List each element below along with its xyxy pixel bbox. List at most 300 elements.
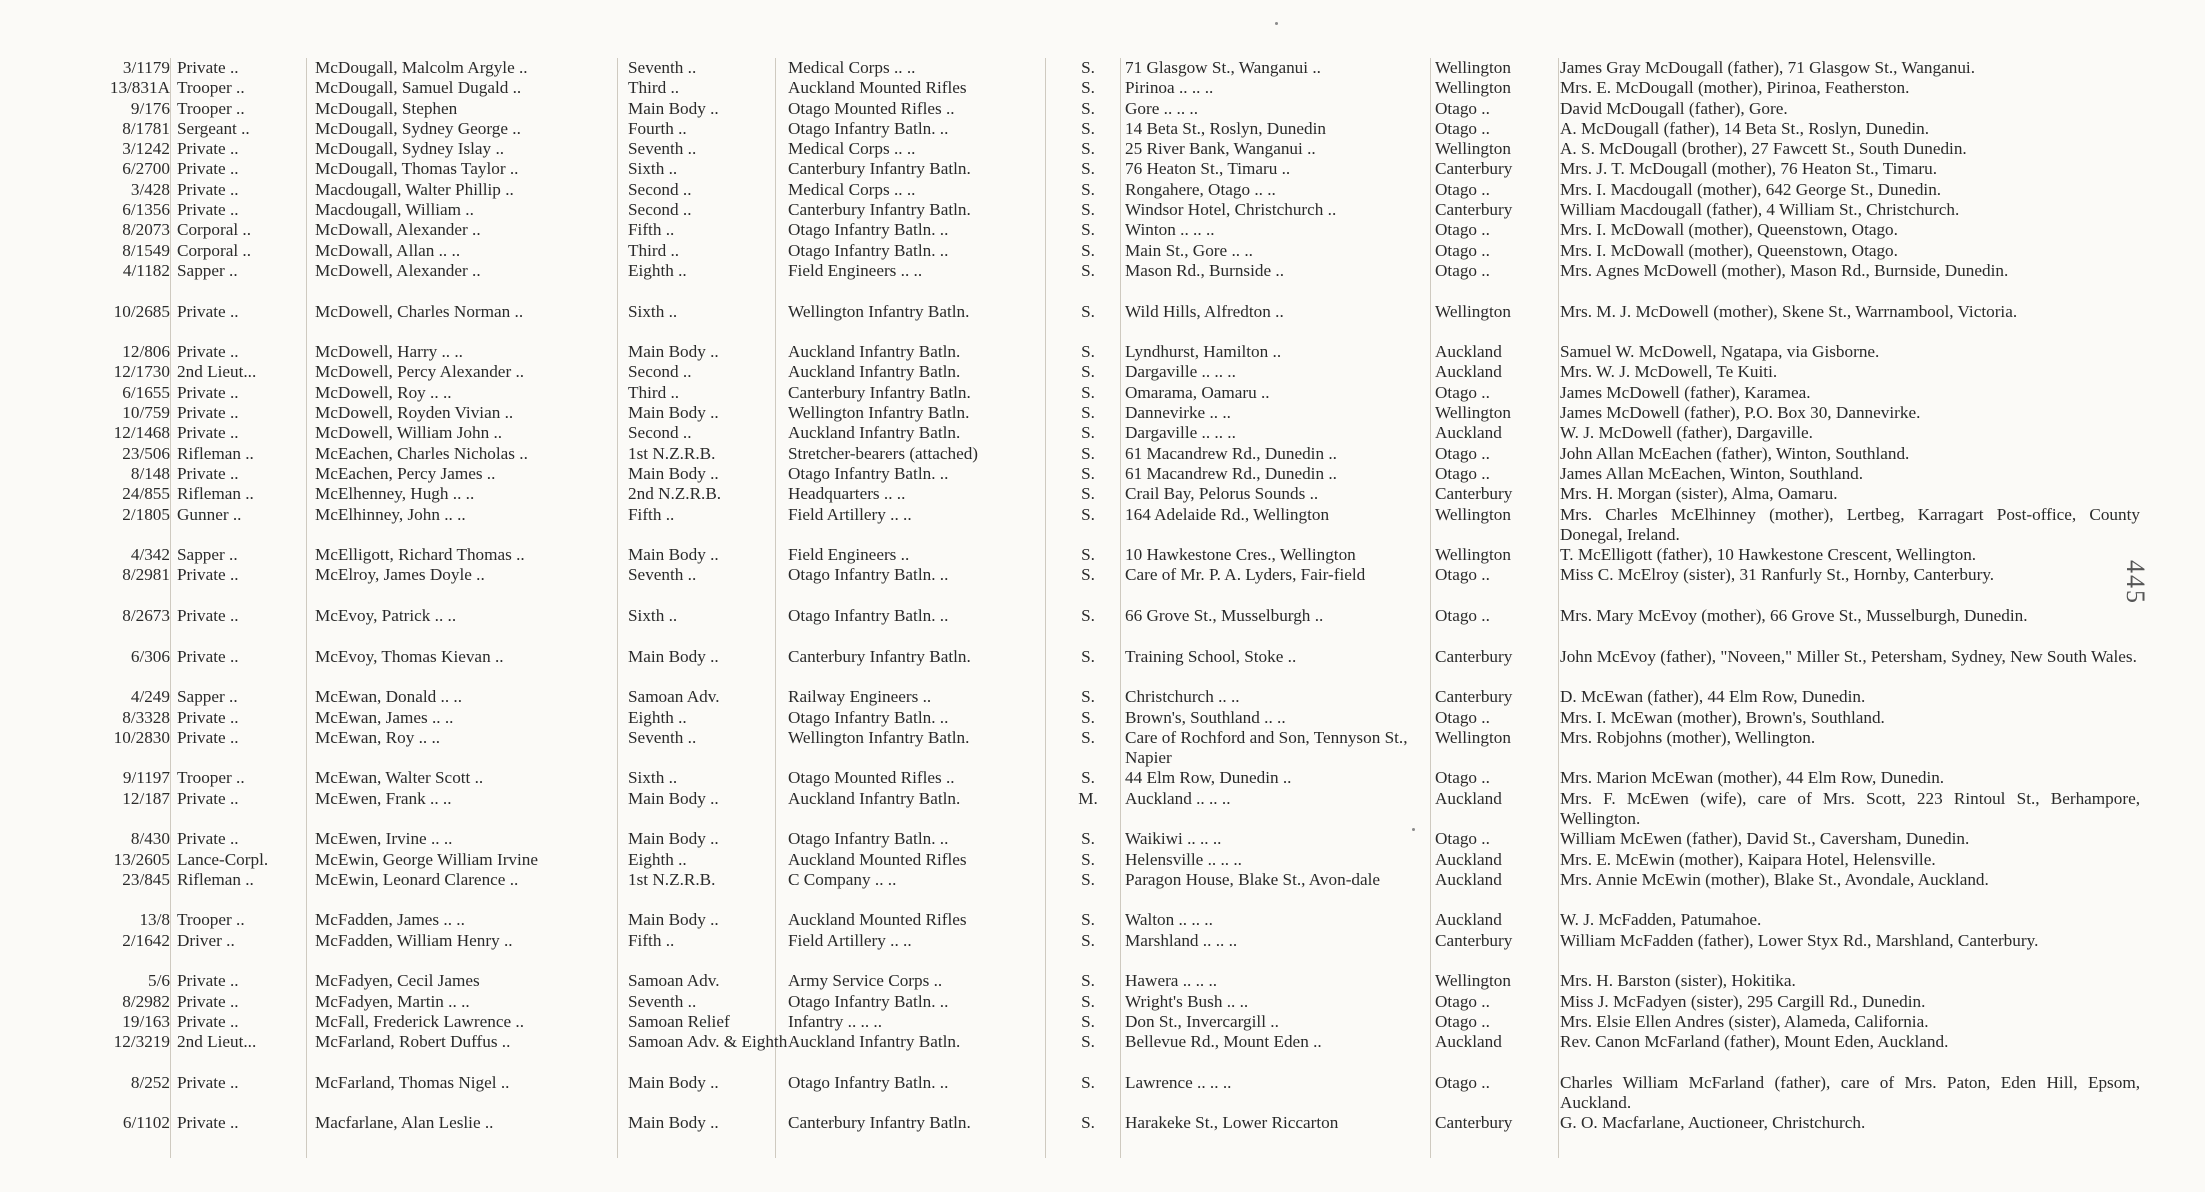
table-row — [60, 403, 2140, 423]
marital-status: S. — [1081, 200, 1095, 220]
next-of-kin: Mrs. Robjohns (mother), Wellington. — [1560, 727, 1816, 747]
table-row — [60, 241, 2140, 261]
page-number: 445 — [2121, 560, 2150, 605]
service-number: 12/3219 — [113, 1032, 170, 1052]
service-number: 8/1549 — [122, 240, 170, 260]
district: Wellington — [1435, 403, 1511, 423]
marital-status: S. — [1081, 687, 1095, 707]
last-address: Wright's Bush .. .. — [1125, 991, 1249, 1011]
draft: Seventh .. — [628, 58, 697, 77]
unit-corps: Army Service Corps .. — [788, 971, 943, 991]
draft: Seventh .. — [628, 139, 697, 159]
next-of-kin: Charles William McFarland (father), care of Mrs. Paton, Eden Hill, Epsom, Auckland. — [1560, 1072, 2140, 1113]
last-address: Care of Rochford and Son, Tennyson St., Napier — [1125, 727, 1408, 768]
table-row — [60, 931, 2140, 972]
last-address: 61 Macandrew Rd., Dunedin .. — [1125, 443, 1337, 463]
draft: 1st N.Z.R.B. — [628, 869, 716, 889]
table-row — [60, 261, 2140, 302]
table-row — [60, 383, 2140, 403]
table-row — [60, 687, 2140, 707]
service-number: 8/2673 — [122, 606, 170, 626]
marital-status: S. — [1081, 403, 1095, 423]
last-address: 76 Heaton St., Timaru .. — [1125, 159, 1291, 179]
last-address: Waikiwi .. .. .. — [1125, 829, 1222, 849]
unit-corps: Otago Infantry Batln. .. — [788, 991, 949, 1011]
service-number: 19/163 — [122, 1011, 170, 1031]
last-address: Dannevirke .. .. — [1125, 403, 1231, 423]
service-number: 8/148 — [130, 463, 170, 483]
rank: Lance-Corpl. — [177, 849, 269, 869]
unit-corps: Auckland Infantry Batln. — [788, 423, 961, 443]
marital-status: S. — [1081, 118, 1095, 138]
next-of-kin: David McDougall (father), Gore. — [1560, 98, 1788, 118]
last-address: Paragon House, Blake St., Avon-dale — [1125, 869, 1381, 889]
unit-corps: Infantry .. .. .. — [788, 1011, 883, 1031]
last-address: Care of Mr. P. A. Lyders, Fair-field — [1125, 565, 1366, 585]
district: Wellington — [1435, 504, 1511, 524]
marital-status: S. — [1081, 606, 1095, 626]
last-address: 71 Glasgow St., Wanganui .. — [1125, 58, 1321, 77]
rank: Rifleman .. — [177, 443, 254, 463]
rank: Private .. — [177, 971, 239, 991]
unit-corps: Otago Infantry Batln. .. — [788, 1072, 949, 1092]
next-of-kin: William McEwen (father), David St., Caversham, Dunedin. — [1560, 829, 1970, 849]
soldier-name: McDowall, Alexander .. — [315, 220, 481, 240]
rank: Private .. — [177, 179, 239, 199]
district: Otago .. — [1435, 98, 1490, 118]
soldier-name: McEvoy, Patrick .. .. — [315, 606, 457, 626]
draft: Sixth .. — [628, 159, 678, 179]
table-row — [60, 606, 2140, 647]
last-address: Dargaville .. .. .. — [1125, 423, 1236, 443]
table-row — [60, 1032, 2140, 1073]
last-address: Bellevue Rd., Mount Eden .. — [1125, 1032, 1322, 1052]
rank: Rifleman .. — [177, 869, 254, 889]
soldier-name: McEwin, George William Irvine — [315, 849, 539, 869]
rank: Private .. — [177, 991, 239, 1011]
next-of-kin: T. McElligott (father), 10 Hawkestone Crescent, Wellington. — [1560, 545, 1977, 565]
next-of-kin: William Macdougall (father), 4 William St., Christchurch. — [1560, 200, 1960, 220]
unit-corps: Canterbury Infantry Batln. — [788, 200, 971, 220]
soldier-name: McDougall, Stephen — [315, 98, 458, 118]
next-of-kin: Rev. Canon McFarland (father), Mount Eden, Auckland. — [1560, 1032, 1949, 1052]
service-number: 2/1805 — [122, 504, 170, 524]
soldier-name: McDowell, Harry .. .. — [315, 342, 463, 362]
table-row — [60, 362, 2140, 382]
marital-status: S. — [1081, 463, 1095, 483]
table-row — [60, 484, 2140, 504]
marital-status: S. — [1081, 98, 1095, 118]
unit-corps: Auckland Mounted Rifles — [788, 78, 967, 98]
marital-status: S. — [1081, 342, 1095, 362]
unit-corps: Medical Corps .. .. — [788, 179, 916, 199]
district: Wellington — [1435, 727, 1511, 747]
service-number: 13/2605 — [113, 849, 170, 869]
next-of-kin: Mrs. Mary McEvoy (mother), 66 Grove St., Musselburgh, Dunedin. — [1560, 606, 2028, 626]
next-of-kin: A. McDougall (father), 14 Beta St., Roslyn, Dunedin. — [1560, 118, 1929, 138]
next-of-kin: Miss J. McFadyen (sister), 295 Cargill Rd., Dunedin. — [1560, 991, 1926, 1011]
unit-corps: Canterbury Infantry Batln. — [788, 1113, 971, 1133]
last-address: Omarama, Oamaru .. — [1125, 382, 1270, 402]
district: Canterbury — [1435, 484, 1513, 504]
service-number: 6/1356 — [122, 200, 170, 220]
table-row — [60, 119, 2140, 139]
rank: Sapper .. — [177, 687, 238, 707]
district: Canterbury — [1435, 1113, 1513, 1133]
draft: Samoan Relief — [628, 1011, 730, 1031]
district: Otago .. — [1435, 260, 1490, 280]
table-row — [60, 768, 2140, 788]
marital-status: S. — [1081, 78, 1095, 98]
next-of-kin: Mrs. I. Macdougall (mother), 642 George St., Dunedin. — [1560, 179, 1942, 199]
rank: Private .. — [177, 606, 239, 626]
marital-status: S. — [1081, 504, 1095, 524]
district: Otago .. — [1435, 606, 1490, 626]
draft: Fifth .. — [628, 504, 675, 524]
marital-status: M. — [1078, 788, 1098, 808]
marital-status: S. — [1081, 1113, 1095, 1133]
unit-corps: Field Artillery .. .. — [788, 930, 912, 950]
marital-status: S. — [1081, 971, 1095, 991]
rank: Private .. — [177, 707, 239, 727]
rank: 2nd Lieut... — [177, 362, 257, 382]
soldier-name: McEachen, Charles Nicholas .. — [315, 443, 528, 463]
soldier-name: McFarland, Thomas Nigel .. — [315, 1072, 510, 1092]
next-of-kin: Mrs. M. J. McDowell (mother), Skene St., Warrnambool, Victoria. — [1560, 301, 2018, 321]
service-number: 6/1102 — [122, 1113, 170, 1133]
rank: Private .. — [177, 58, 239, 77]
district: Otago .. — [1435, 1072, 1490, 1092]
draft: Main Body .. — [628, 545, 719, 565]
rank: Private .. — [177, 727, 239, 747]
next-of-kin: James Allan McEachen, Winton, Southland. — [1560, 463, 1864, 483]
soldier-name: McFadden, James .. .. — [315, 910, 465, 930]
service-number: 6/306 — [130, 646, 170, 666]
soldier-name: McFall, Frederick Lawrence .. — [315, 1011, 525, 1031]
service-number: 23/845 — [122, 869, 170, 889]
draft: Third .. — [628, 382, 680, 402]
last-address: 10 Hawkestone Cres., Wellington — [1125, 545, 1356, 565]
next-of-kin: Mrs. W. J. McDowell, Te Kuiti. — [1560, 362, 1778, 382]
next-of-kin: Mrs. H. Morgan (sister), Alma, Oamaru. — [1560, 484, 1838, 504]
table-row — [60, 829, 2140, 849]
next-of-kin: D. McEwan (father), 44 Elm Row, Dunedin. — [1560, 687, 1866, 707]
rank: Trooper .. — [177, 78, 245, 98]
rank: Sergeant .. — [177, 118, 250, 138]
last-address: Main St., Gore .. .. — [1125, 240, 1253, 260]
rank: Gunner .. — [177, 504, 242, 524]
table-row — [60, 200, 2140, 220]
rank: 2nd Lieut... — [177, 1032, 257, 1052]
service-number: 3/1179 — [122, 58, 170, 77]
soldier-name: McDowell, Percy Alexander .. — [315, 362, 525, 382]
draft: Second .. — [628, 423, 692, 443]
draft: Main Body .. — [628, 910, 719, 930]
table-row — [60, 78, 2140, 98]
district: Otago .. — [1435, 768, 1490, 788]
soldier-name: Macfarlane, Alan Leslie .. — [315, 1113, 494, 1133]
unit-corps: Auckland Infantry Batln. — [788, 362, 961, 382]
soldier-name: McElhenney, Hugh .. .. — [315, 484, 475, 504]
last-address: Rongahere, Otago .. .. — [1125, 179, 1276, 199]
rank: Private .. — [177, 829, 239, 849]
unit-corps: Stretcher-bearers (attached) — [788, 443, 979, 463]
rank: Trooper .. — [177, 98, 245, 118]
rank: Private .. — [177, 403, 239, 423]
rank: Sapper .. — [177, 260, 238, 280]
service-number: 8/2982 — [122, 991, 170, 1011]
rank: Driver .. — [177, 930, 235, 950]
last-address: Lawrence .. .. .. — [1125, 1072, 1232, 1092]
rank: Private .. — [177, 1113, 239, 1133]
draft: Second .. — [628, 362, 692, 382]
last-address: Hawera .. .. .. — [1125, 971, 1218, 991]
district: Otago .. — [1435, 118, 1490, 138]
draft: Third .. — [628, 240, 680, 260]
next-of-kin: Mrs. Charles McElhinney (mother), Lertbeg, Karragart Post-office, County Donegal, Ireland. — [1560, 504, 2140, 544]
unit-corps: Otago Infantry Batln. .. — [788, 707, 949, 727]
draft: Sixth .. — [628, 606, 678, 626]
last-address: Training School, Stoke .. — [1125, 646, 1297, 666]
soldier-name: McDowall, Allan .. .. — [315, 240, 461, 260]
district: Canterbury — [1435, 646, 1513, 666]
table-row — [60, 58, 2140, 78]
next-of-kin: Mrs. F. McEwen (wife), care of Mrs. Scott, 223 Rintoul St., Berhampore, Wellington. — [1560, 788, 2140, 828]
last-address: Pirinoa .. .. .. — [1125, 78, 1214, 98]
soldier-name: McEwan, James .. .. — [315, 707, 454, 727]
service-number: 8/252 — [130, 1072, 170, 1092]
table-row — [60, 992, 2140, 1012]
last-address: Don St., Invercargill .. — [1125, 1011, 1279, 1031]
soldier-name: Macdougall, Walter Phillip .. — [315, 179, 514, 199]
district: Auckland — [1435, 869, 1502, 889]
draft: Seventh .. — [628, 565, 697, 585]
district: Auckland — [1435, 788, 1502, 808]
soldier-name: McFadyen, Cecil James — [315, 971, 480, 991]
unit-corps: Auckland Infantry Batln. — [788, 342, 961, 362]
last-address: 164 Adelaide Rd., Wellington — [1125, 504, 1330, 524]
marital-status: S. — [1081, 179, 1095, 199]
soldier-name: McElhinney, John .. .. — [315, 504, 466, 524]
unit-corps: Otago Infantry Batln. .. — [788, 829, 949, 849]
table-row — [60, 565, 2140, 606]
last-address: Windsor Hotel, Christchurch .. — [1125, 200, 1337, 220]
table-row — [60, 789, 2140, 830]
service-number: 13/831A — [109, 78, 170, 98]
rank: Sapper .. — [177, 545, 238, 565]
marital-status: S. — [1081, 991, 1095, 1011]
service-number: 5/6 — [148, 971, 170, 991]
service-number: 8/2981 — [122, 565, 170, 585]
last-address: Walton .. .. .. — [1125, 910, 1213, 930]
last-address: 44 Elm Row, Dunedin .. — [1125, 768, 1292, 788]
marital-status: S. — [1081, 768, 1095, 788]
marital-status: S. — [1081, 240, 1095, 260]
district: Otago .. — [1435, 707, 1490, 727]
last-address: Gore .. .. .. — [1125, 98, 1199, 118]
soldier-name: McDowell, Roy .. .. — [315, 382, 452, 402]
service-number: 6/1655 — [122, 382, 170, 402]
district: Otago .. — [1435, 1011, 1490, 1031]
last-address: Brown's, Southland .. .. — [1125, 707, 1286, 727]
table-row — [60, 728, 2140, 769]
service-number: 12/1730 — [113, 362, 170, 382]
unit-corps: Canterbury Infantry Batln. — [788, 382, 971, 402]
marital-status: S. — [1081, 646, 1095, 666]
draft: Main Body .. — [628, 463, 719, 483]
next-of-kin: Mrs. Annie McEwin (mother), Blake St., Avondale, Auckland. — [1560, 869, 1989, 889]
rank: Private .. — [177, 788, 239, 808]
last-address: Auckland .. .. .. — [1125, 788, 1231, 808]
rank: Private .. — [177, 1011, 239, 1031]
table-row — [60, 342, 2140, 362]
draft: Samoan Adv. & Eighth — [628, 1032, 788, 1052]
soldier-name: McDowell, Alexander .. — [315, 260, 481, 280]
marital-status: S. — [1081, 727, 1095, 747]
marital-status: S. — [1081, 220, 1095, 240]
table-row — [60, 870, 2140, 911]
draft: Samoan Adv. — [628, 971, 720, 991]
marital-status: S. — [1081, 159, 1095, 179]
service-number: 8/3328 — [122, 707, 170, 727]
table-row — [60, 971, 2140, 991]
draft: Main Body .. — [628, 1072, 719, 1092]
paper-speck — [1275, 22, 1278, 25]
district: Otago .. — [1435, 829, 1490, 849]
marital-status: S. — [1081, 382, 1095, 402]
table-row — [60, 708, 2140, 728]
table-row — [60, 464, 2140, 484]
marital-status: S. — [1081, 484, 1095, 504]
service-number: 4/1182 — [122, 260, 170, 280]
unit-corps: C Company .. .. — [788, 869, 897, 889]
district: Auckland — [1435, 1032, 1502, 1052]
rank: Private .. — [177, 301, 239, 321]
draft: Main Body .. — [628, 98, 719, 118]
table-row — [60, 99, 2140, 119]
service-number: 3/1242 — [122, 139, 170, 159]
rank: Private .. — [177, 382, 239, 402]
next-of-kin: Mrs. I. McEwan (mother), Brown's, Southland. — [1560, 707, 1885, 727]
district: Otago .. — [1435, 565, 1490, 585]
last-address: 61 Macandrew Rd., Dunedin .. — [1125, 463, 1337, 483]
unit-corps: Wellington Infantry Batln. — [788, 301, 970, 321]
next-of-kin: Mrs. E. McDougall (mother), Pirinoa, Featherston. — [1560, 78, 1910, 98]
marital-status: S. — [1081, 910, 1095, 930]
unit-corps: Auckland Mounted Rifles — [788, 849, 967, 869]
next-of-kin: Mrs. Agnes McDowell (mother), Mason Rd., Burnside, Dunedin. — [1560, 260, 2009, 280]
service-number: 2/1642 — [122, 930, 170, 950]
next-of-kin: Mrs. I. McDowall (mother), Queenstown, Otago. — [1560, 220, 1898, 240]
last-address: Harakeke St., Lower Riccarton — [1125, 1113, 1339, 1133]
last-address: 66 Grove St., Musselburgh .. — [1125, 606, 1324, 626]
rank: Private .. — [177, 1072, 239, 1092]
district: Canterbury — [1435, 687, 1513, 707]
service-number: 9/1197 — [122, 768, 170, 788]
service-number: 8/2073 — [122, 220, 170, 240]
marital-status: S. — [1081, 423, 1095, 443]
rank: Trooper .. — [177, 910, 245, 930]
next-of-kin: James Gray McDougall (father), 71 Glasgow St., Wanganui. — [1560, 58, 1975, 77]
marital-status: S. — [1081, 1011, 1095, 1031]
soldier-name: McEvoy, Thomas Kievan .. — [315, 646, 504, 666]
rank: Corporal .. — [177, 240, 251, 260]
district: Wellington — [1435, 301, 1511, 321]
unit-corps: Railway Engineers .. — [788, 687, 932, 707]
district: Otago .. — [1435, 240, 1490, 260]
table-row — [60, 647, 2140, 688]
rank: Private .. — [177, 200, 239, 220]
unit-corps: Wellington Infantry Batln. — [788, 403, 970, 423]
unit-corps: Field Engineers .. — [788, 545, 910, 565]
district: Wellington — [1435, 58, 1511, 77]
district: Otago .. — [1435, 463, 1490, 483]
soldier-name: McDougall, Thomas Taylor .. — [315, 159, 519, 179]
draft: Main Body .. — [628, 646, 719, 666]
service-number: 9/176 — [130, 98, 170, 118]
soldier-name: McElroy, James Doyle .. — [315, 565, 485, 585]
next-of-kin: Samuel W. McDowell, Ngatapa, via Gisborne. — [1560, 342, 1880, 362]
last-address: Christchurch .. .. — [1125, 687, 1240, 707]
draft: Main Body .. — [628, 788, 719, 808]
draft: Sixth .. — [628, 768, 678, 788]
last-address: 25 River Bank, Wanganui .. — [1125, 139, 1316, 159]
table-row — [60, 139, 2140, 159]
unit-corps: Headquarters .. .. — [788, 484, 906, 504]
district: Auckland — [1435, 910, 1502, 930]
last-address: Lyndhurst, Hamilton .. — [1125, 342, 1282, 362]
table-row — [60, 910, 2140, 930]
next-of-kin: John Allan McEachen (father), Winton, Southland. — [1560, 443, 1910, 463]
table-row — [60, 159, 2140, 179]
next-of-kin: Mrs. H. Barston (sister), Hokitika. — [1560, 971, 1796, 991]
unit-corps: Otago Infantry Batln. .. — [788, 565, 949, 585]
last-address: Helensville .. .. .. — [1125, 849, 1242, 869]
marital-status: S. — [1081, 1072, 1095, 1092]
unit-corps: Otago Infantry Batln. .. — [788, 118, 949, 138]
marital-status: S. — [1081, 565, 1095, 585]
last-address: Crail Bay, Pelorus Sounds .. — [1125, 484, 1319, 504]
service-number: 4/342 — [130, 545, 170, 565]
rank: Private .. — [177, 646, 239, 666]
draft: Main Body .. — [628, 1113, 719, 1133]
next-of-kin: W. J. McDowell (father), Dargaville. — [1560, 423, 1813, 443]
last-address: Dargaville .. .. .. — [1125, 362, 1236, 382]
next-of-kin: Mrs. Marion McEwan (mother), 44 Elm Row, Dunedin. — [1560, 768, 1945, 788]
next-of-kin: G. O. Macfarlane, Auctioneer, Christchurch. — [1560, 1113, 1866, 1133]
district: Auckland — [1435, 342, 1502, 362]
soldier-name: McDowell, William John .. — [315, 423, 503, 443]
table-row — [60, 1113, 2140, 1133]
draft: Eighth .. — [628, 260, 687, 280]
draft: 1st N.Z.R.B. — [628, 443, 716, 463]
draft: Seventh .. — [628, 991, 697, 1011]
district: Canterbury — [1435, 930, 1513, 950]
district: Wellington — [1435, 971, 1511, 991]
soldier-name: McFadyen, Martin .. .. — [315, 991, 470, 1011]
service-number: 4/249 — [130, 687, 170, 707]
rank: Rifleman .. — [177, 484, 254, 504]
marital-status: S. — [1081, 707, 1095, 727]
service-number: 12/1468 — [113, 423, 170, 443]
unit-corps: Otago Mounted Rifles .. — [788, 768, 955, 788]
next-of-kin: Mrs. Elsie Ellen Andres (sister), Alameda, California. — [1560, 1011, 1929, 1031]
last-address: Marshland .. .. .. — [1125, 930, 1238, 950]
draft: Fifth .. — [628, 930, 675, 950]
next-of-kin: Mrs. E. McEwin (mother), Kaipara Hotel, Helensville. — [1560, 849, 1936, 869]
unit-corps: Field Engineers .. .. — [788, 260, 923, 280]
table-row — [60, 545, 2140, 565]
